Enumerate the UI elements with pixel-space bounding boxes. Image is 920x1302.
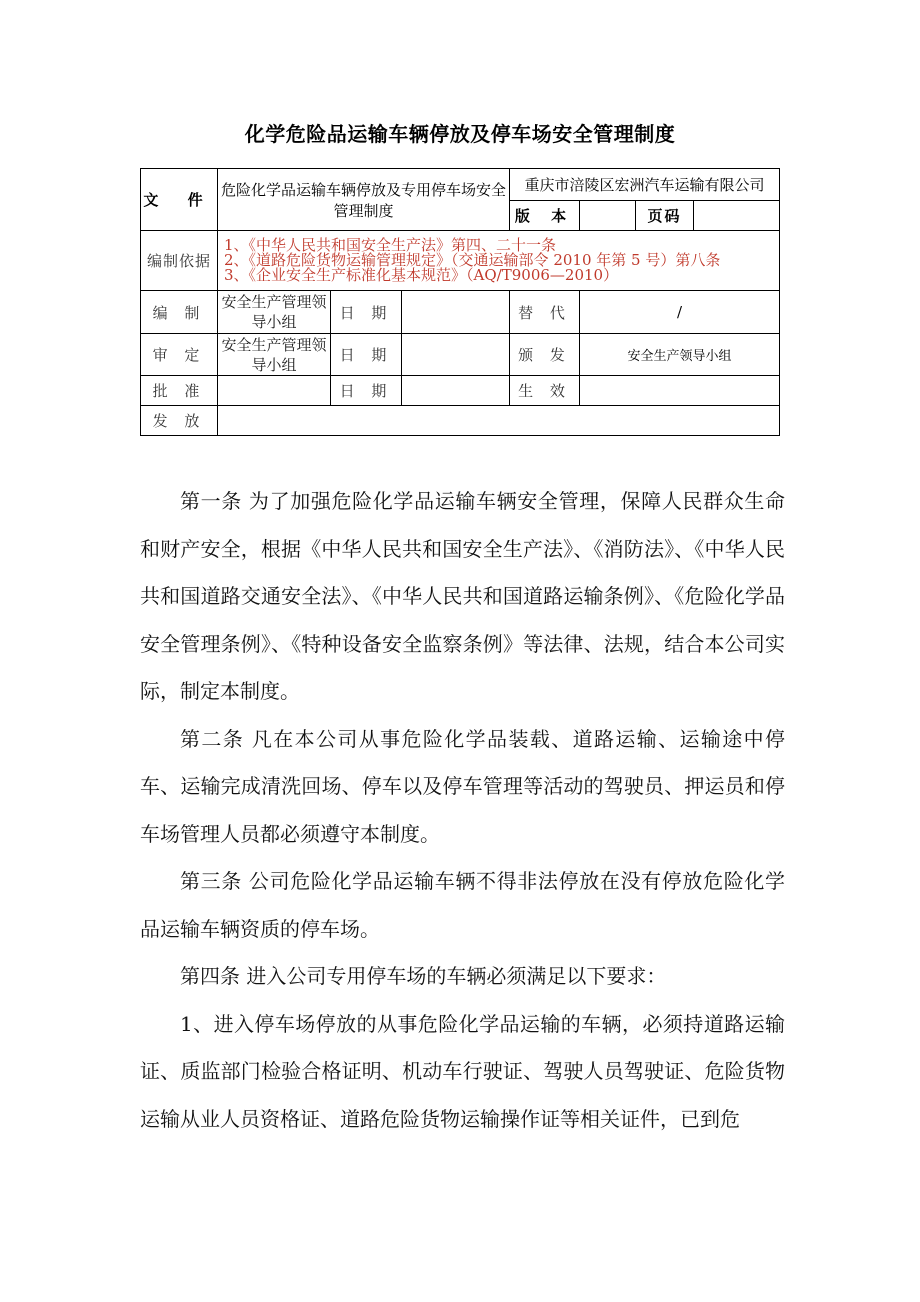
date-value [402,334,510,376]
document-header-table [140,168,780,436]
publish-label: 颁 发 [510,334,580,376]
replace-value: / [580,291,780,334]
article-2: 第二条 凡在本公司从事危险化学品装载、道路运输、运输途中停车、运输完成清洗回场、停车以及停车管理等活动的驾驶员、押运员和停车场管理人员都必须遵守本制度。 [140,726,785,846]
basis-item: 1、《中华人民共和国安全生产法》第四、二十一条 [224,236,557,254]
basis-item: 3、《企业安全生产标准化基本规范》（AQ/T9006—2010） [224,266,619,284]
document-name: 危险化学品运输车辆停放及专用停车场安全管理制度 [218,169,510,231]
page-title: 化学危险品运输车辆停放及停车场安全管理制度 [244,122,676,146]
review-label: 审 定 [141,334,218,376]
date-label: 日 期 [331,334,402,376]
publish-value: 安全生产领导小组 [580,334,780,376]
date-value [402,291,510,334]
article-3: 第三条 公司危险化学品运输车辆不得非法停放在没有停放危险化学品运输车辆资质的停车场。 [140,869,785,941]
basis-item: 2、《道路危险货物运输管理规定》（交通运输部令 2010 年第 5 号）第八条 [224,251,721,269]
approve-value [218,376,331,406]
article-4-item-1: 1、进入停车场停放的从事危险化学品运输的车辆，必须持道路运输证、质监部门检验合格证明、机动车行驶证、驾驶人员驾驶证、危险货物运输从业人员资格证、道路危险货物运输操作证等相关证件，已到危 [140,1011,785,1131]
issue-label: 发 放 [141,406,218,436]
version-value [580,201,636,231]
effective-value [580,376,780,406]
file-label: 文 件 [141,169,218,231]
page-number-value [694,201,780,231]
document-body [140,478,785,1143]
compile-label: 编 制 [141,291,218,334]
review-value: 安全生产管理领导小组 [218,334,331,376]
compile-value: 安全生产管理领导小组 [218,291,331,334]
company-name: 重庆市涪陵区宏洲汽车运输有限公司 [510,169,780,201]
basis-list [218,231,780,291]
basis-label: 编制依据 [141,231,218,291]
article-4: 第四条 进入公司专用停车场的车辆必须满足以下要求： [180,964,667,988]
effective-label: 生 效 [510,376,580,406]
date-label: 日 期 [331,376,402,406]
date-label: 日 期 [331,291,402,334]
approve-label: 批 准 [141,376,218,406]
version-label: 版 本 [510,201,580,231]
issue-value [218,406,780,436]
date-value [402,376,510,406]
article-1: 第一条 为了加强危险化学品运输车辆安全管理，保障人民群众生命和财产安全，根据《中华人民共和国安全生产法》、《消防法》、《中华人民共和国道路交通安全法》、《中华人民共和国道路运输条例》、《危险化学品安全管理条例》、《特种设备安全监察条例》等法律、法规，结合本公司实际，制定本制度。 [140,489,785,703]
page-number-label: 页码 [636,201,694,231]
replace-label: 替 代 [510,291,580,334]
